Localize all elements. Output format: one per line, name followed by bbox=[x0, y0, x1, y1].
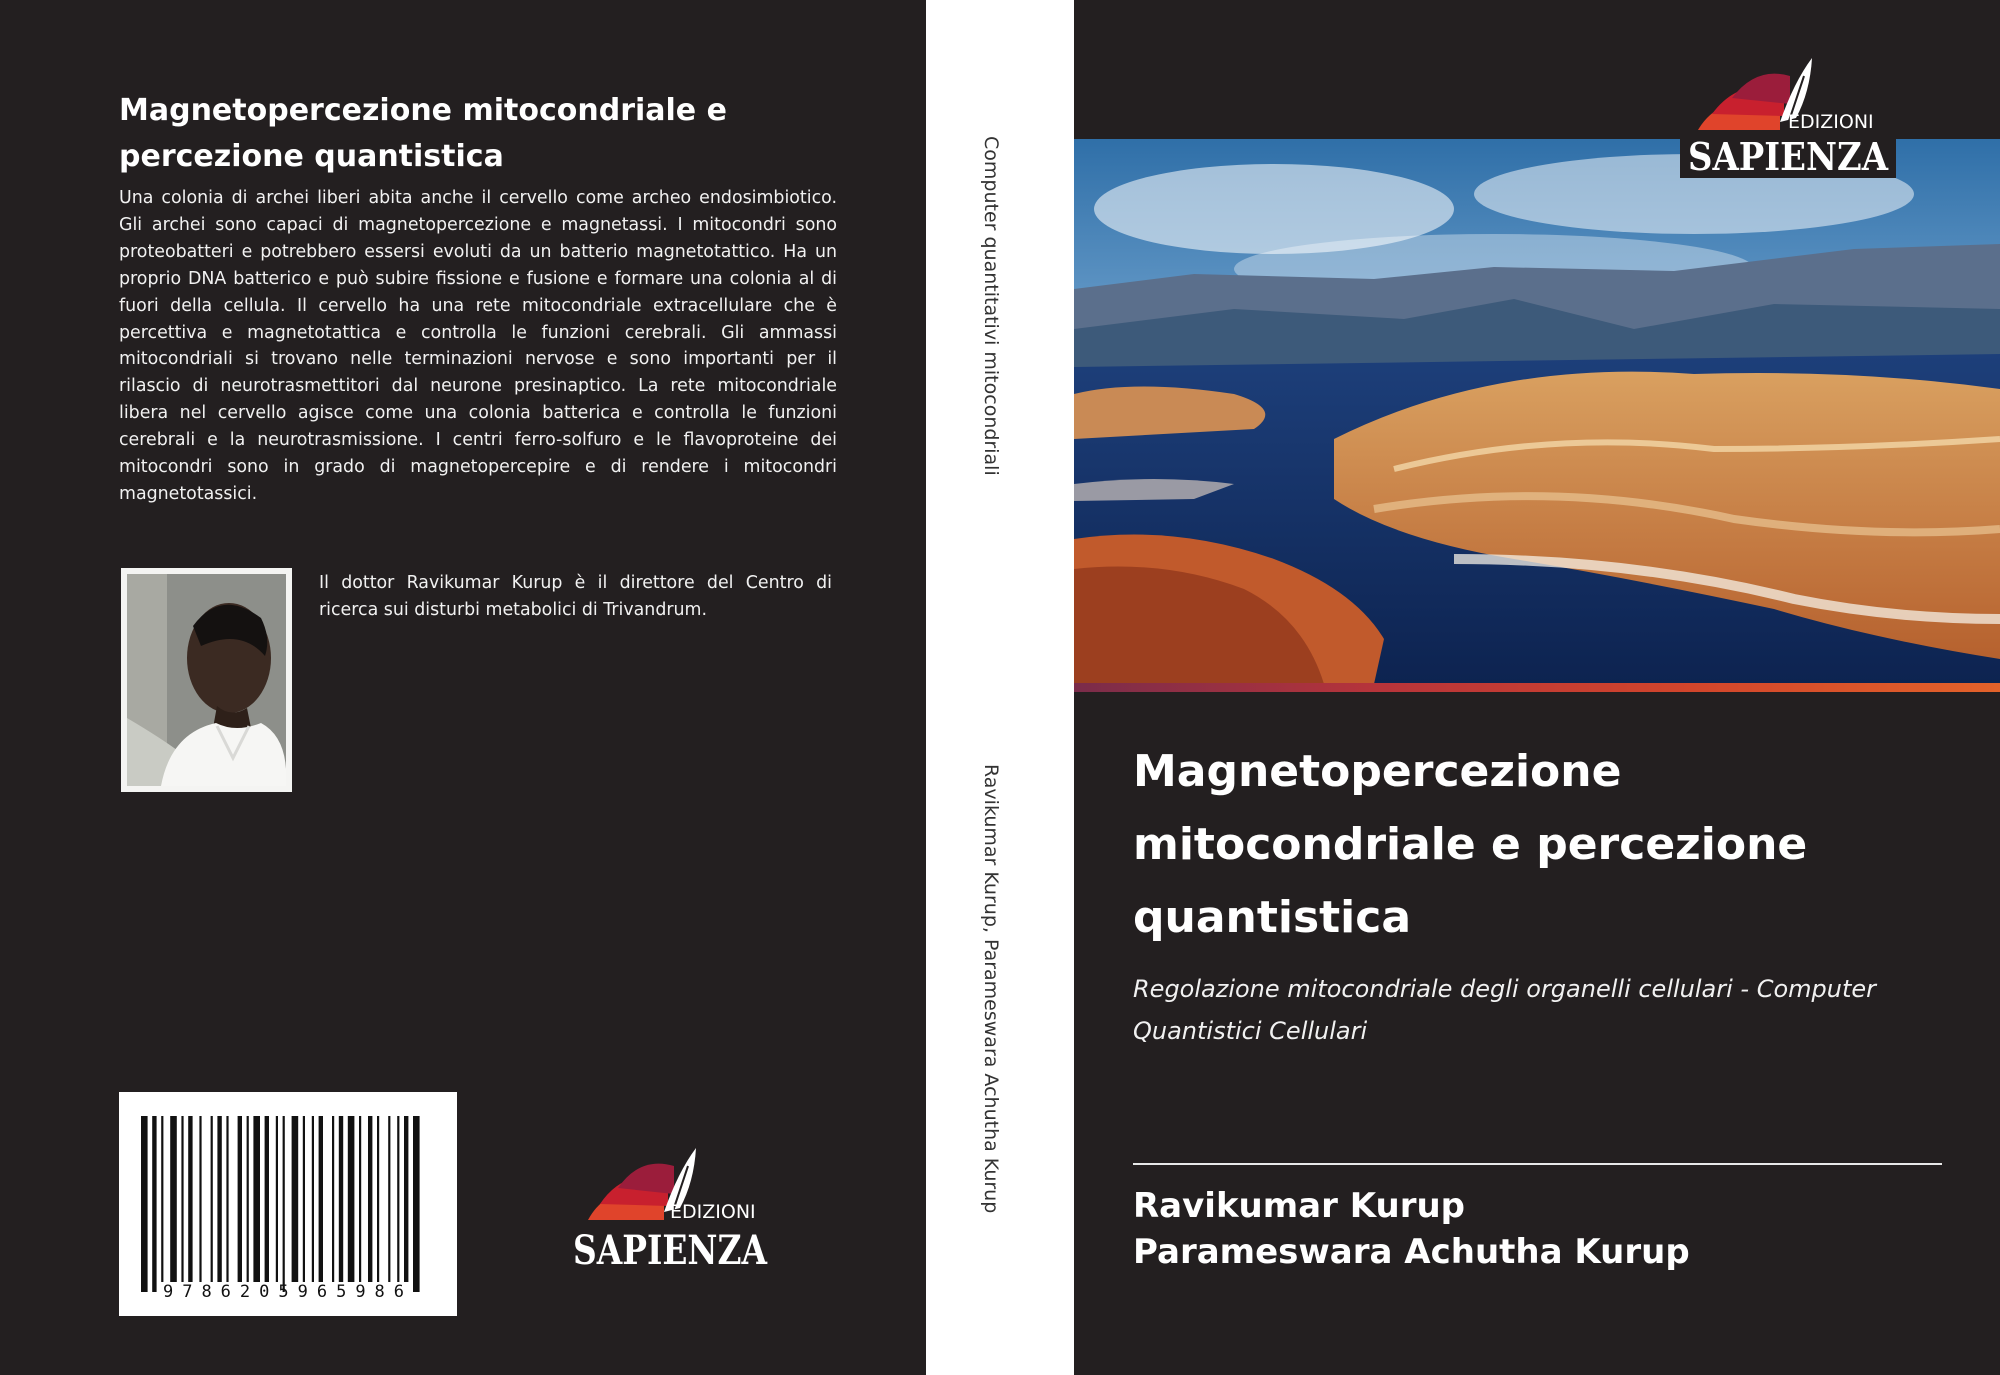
barcode-bar bbox=[332, 1116, 334, 1282]
barcode-bar bbox=[283, 1116, 285, 1292]
accent-stripe bbox=[1074, 683, 2000, 692]
barcode-bar bbox=[152, 1116, 156, 1292]
publisher-line2: SAPIENZA bbox=[1688, 134, 1889, 179]
barcode-bar bbox=[247, 1116, 249, 1282]
barcode-bar bbox=[377, 1116, 379, 1282]
barcode-bar bbox=[188, 1116, 192, 1282]
back-cover-blurb: Una colonia di archei liberi abita anche il cervello come archeo endosimbiotico. Gli archei sono capaci di magnetopercezione e magnetassi. I mitocondri sono proteobatteri e potrebbero essersi evoluti da un batterio magnetotattico. Ha un proprio DNA batterico e può subire fissione e fusione e formare una colonia al di fuori della cellula. Il cervello ha una rete mitocondriale extracellulare che è percettiva e magnetotattica e controlla le funzioni cerebrali. Gli ammassi mitocondriali si trovano nelle terminazioni nervose e sono importanti per il rilascio di neurotrasmettitori dal neurone presinaptico. La rete mitocondriale libera nel cervello agisce come una colonia batterica e controlla le funzioni cerebrali e la neurotrasmissione. I centri ferro-solfuro e le flavoproteine dei mitocondri sono in grado di magnetopercepire e di rendere i mitocondri magnetotassici. bbox=[119, 188, 837, 504]
landscape-photo bbox=[1074, 139, 2000, 683]
barcode-bar bbox=[292, 1116, 299, 1282]
publisher-logo-back bbox=[568, 1142, 772, 1274]
front-cover-authors bbox=[1133, 1183, 1690, 1275]
barcode-bar bbox=[368, 1116, 372, 1282]
barcode-bar bbox=[238, 1116, 242, 1282]
publisher-logo-front bbox=[1680, 54, 1896, 178]
barcode-bar bbox=[161, 1116, 163, 1282]
barcode-bar bbox=[312, 1116, 314, 1282]
author-name: Ravikumar Kurup bbox=[1133, 1186, 1465, 1226]
barcode-bar bbox=[253, 1116, 260, 1282]
barcode-bar bbox=[211, 1116, 213, 1282]
spine-authors: Ravikumar Kurup, Parameswara Achutha Kurup bbox=[980, 764, 1002, 1214]
barcode-bar bbox=[388, 1116, 390, 1282]
barcode-bar bbox=[359, 1116, 361, 1282]
back-cover bbox=[0, 0, 926, 1375]
barcode-bar bbox=[319, 1116, 323, 1282]
barcode-bar bbox=[217, 1116, 221, 1282]
divider bbox=[1133, 1163, 1942, 1165]
publisher-line1: EDIZIONI bbox=[670, 1201, 756, 1223]
isbn-digits: 9786205965986 bbox=[162, 1282, 414, 1302]
barcode-bar bbox=[265, 1116, 269, 1282]
barcode-bar bbox=[404, 1116, 408, 1282]
barcode bbox=[119, 1092, 457, 1316]
front-cover-title: Magnetopercezione mitocondriale e percezione quantistica bbox=[1133, 746, 1808, 943]
barcode-bar bbox=[141, 1116, 148, 1292]
publisher-line2: SAPIENZA bbox=[573, 1227, 768, 1274]
back-cover-title: Magnetopercezione mitocondriale e percezione quantistica bbox=[119, 93, 727, 174]
barcode-bar bbox=[303, 1116, 305, 1282]
barcode-bar bbox=[199, 1116, 201, 1282]
barcode-bar bbox=[181, 1116, 183, 1282]
barcode-bar bbox=[226, 1116, 228, 1282]
barcode-bar bbox=[348, 1116, 355, 1282]
author-bio: Il dottor Ravikumar Kurup è il direttore del Centro di ricerca sui disturbi metabolici di Trivandrum. bbox=[319, 573, 832, 620]
author-photo bbox=[121, 568, 292, 792]
publisher-line1: EDIZIONI bbox=[1788, 111, 1874, 133]
barcode-bar bbox=[339, 1116, 343, 1282]
front-cover-subtitle: Regolazione mitocondriale degli organelli cellulari - Computer Quantistici Cellulari bbox=[1133, 975, 1877, 1045]
barcode-bar bbox=[397, 1116, 399, 1282]
barcode-bar bbox=[170, 1116, 177, 1282]
author-name: Parameswara Achutha Kurup bbox=[1133, 1232, 1690, 1272]
barcode-bar bbox=[413, 1116, 420, 1292]
spine-title: Computer quantitativi mitocondriali bbox=[980, 136, 1002, 476]
barcode-bar bbox=[276, 1116, 278, 1282]
